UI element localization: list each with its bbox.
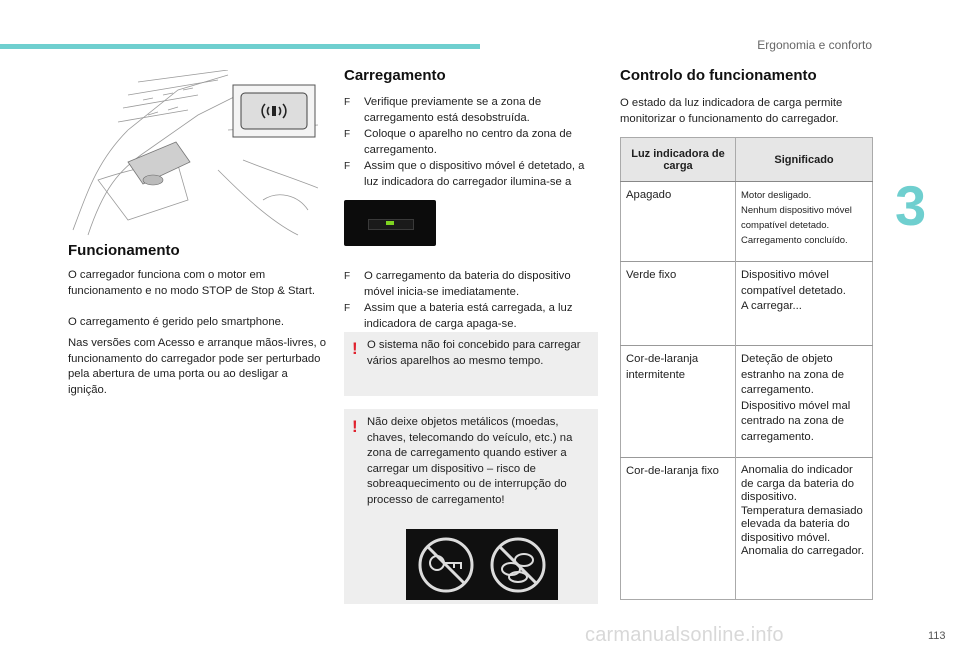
table-cell-state: Cor-de-laranja fixo xyxy=(621,458,736,600)
table-cell-state: Cor-de-laranja intermitente xyxy=(621,346,736,458)
list-item: F Assim que o dispositivo móvel é detetado, a luz indicadora do carregador ilumina-se a xyxy=(344,160,585,188)
carregamento-steps-2 xyxy=(344,269,596,333)
carregamento-steps-1 xyxy=(344,95,594,191)
table-row xyxy=(621,346,873,458)
table-cell-state: Apagado xyxy=(621,182,736,262)
console-illustration xyxy=(68,70,318,237)
funcionamento-para1b: O carregamento é gerido pelo smartphone. xyxy=(68,316,285,328)
list-item: F Coloque o aparelho no centro da zona de carregamento. xyxy=(344,128,572,156)
table-row xyxy=(621,458,873,600)
warning-icon: ! xyxy=(352,417,358,436)
controlo-title: Controlo do funcionamento xyxy=(620,67,817,84)
table-row xyxy=(621,182,873,262)
header-accent-bar xyxy=(0,44,480,49)
warning-box-2 xyxy=(344,409,598,604)
funcionamento-title: Funcionamento xyxy=(68,242,180,259)
carregamento-title: Carregamento xyxy=(344,67,446,84)
table-cell-state: Verde fixo xyxy=(621,262,736,346)
list-item: F O carregamento da bateria do dispositivo móvel inicia-se imediatamente. xyxy=(344,270,571,298)
watermark: carmanualsonline.info xyxy=(585,624,784,646)
green-light-icon xyxy=(386,221,394,225)
section-title: Ergonomia e conforto xyxy=(757,38,872,52)
controlo-intro: O estado da luz indicadora de carga permite monitorizar o funcionamento do carregador. xyxy=(620,97,843,125)
chapter-number: 3 xyxy=(895,174,927,237)
list-item: F Verifique previamente se a zona de carregamento está desobstruída. xyxy=(344,96,542,124)
warning-text-1: O sistema não foi concebido para carregar vários aparelhos ao mesmo tempo. xyxy=(367,339,581,367)
table-header-meaning: Significado xyxy=(736,138,873,182)
table-row xyxy=(621,262,873,346)
warning-box-1 xyxy=(344,332,598,396)
forbidden-objects-image xyxy=(406,529,558,600)
funcionamento-para1: O carregador funciona com o motor em funcionamento e no modo STOP de Stop & Start. xyxy=(68,269,316,297)
funcionamento-para2: Nas versões com Acesso e arranque mãos-livres, o funcionamento do carregador pode ser perturbado pela abertura de uma porta ou ao desligar a ignição. xyxy=(68,337,327,396)
table-cell-meaning: Deteção de objeto estranho na zona de carregamento. Dispositivo móvel mal centrado na zona de carregamento. xyxy=(736,346,873,458)
warning-icon: ! xyxy=(352,339,358,358)
indicator-light-image xyxy=(344,200,436,246)
list-item: F Assim que a bateria está carregada, a luz indicadora de carga apaga-se. xyxy=(344,302,573,330)
table-cell-meaning: Motor desligado. Nenhum dispositivo móvel compatível detetado. Carregamento concluído. xyxy=(736,182,873,262)
table-cell-meaning: Anomalia do indicador de carga da bateria do dispositivo. Temperatura demasiado elevada da bateria do dispositivo móvel. Anomalia do carregador. xyxy=(736,458,873,600)
warning-text-2: Não deixe objetos metálicos (moedas, chaves, telecomando do veículo, etc.) na zona de carregamento quando estiver a carregar um dispositivo – risco de sobreaquecimento ou de interrupção do processo de carregamento! xyxy=(367,416,573,506)
indicator-status-table xyxy=(620,137,873,600)
table-header-indicator: Luz indicadora de carga xyxy=(621,138,736,182)
page-number: 113 xyxy=(928,630,946,642)
table-cell-meaning: Dispositivo móvel compatível detetado. A carregar... xyxy=(736,262,873,346)
